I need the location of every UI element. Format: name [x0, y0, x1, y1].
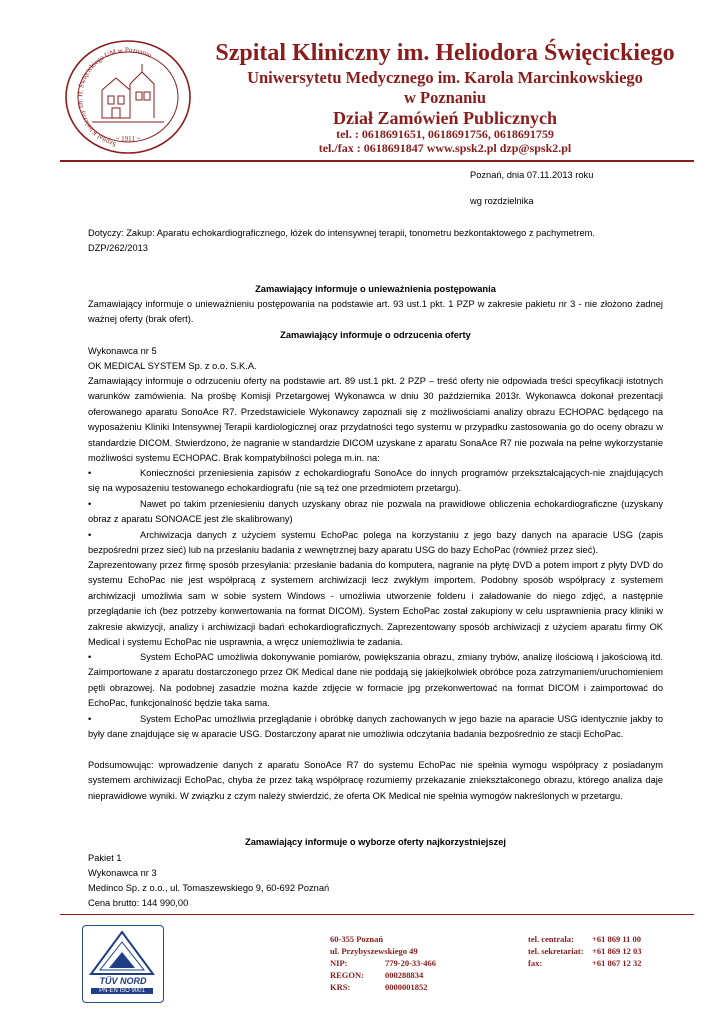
summary-text: Podsumowując: wprowadzenie danych z aparatu SonoAce R7 do systemu EchoPac nie spełnia wymogu współpracy z posiadanym systemem archiwizacji EchoPac, chyba że przez taką współpracę rozumiemy przekazanie zniekształconego obrazu, którego analiza daje nieprawidłowe wyniki. W związku z czym należy stwierdzić, że oferta OK Medical nie spełnia wymogów nakreślonych w przetargu. [88, 760, 663, 801]
bullet-symbol: • [88, 714, 92, 724]
footer-regon-label: REGON: [330, 970, 364, 980]
hospital-name: Szpital Kliniczny im. Heliodora Święcickiego [215, 40, 675, 66]
fax-web-email-line: tel./fax : 0618691847 www.spsk2.pl dzp@spsk2.pl [318, 141, 572, 155]
footer-krs-value: 0000001852 [385, 982, 428, 992]
bullet-text: Nawet po takim przeniesieniu danych uzyskany obraz nie pozwala na prawidłowe obliczenia echokardiograficzne (uzyskany obraz z aparatu SONOACE jest źle skalibrowany) [88, 499, 663, 525]
header-divider [60, 160, 694, 162]
footer-address-city: 60-355 Poznań [330, 934, 384, 944]
footer-krs-label: KRS: [330, 982, 351, 992]
subject [88, 226, 663, 257]
footer-address-street: ul. Przybyszewskiego 49 [330, 946, 418, 956]
footer-fax-value: +61 867 12 32 [592, 958, 642, 968]
case-number: DZP/262/2013 [88, 243, 148, 254]
bullet-text: Archiwizacja danych z użyciem systemu EchoPac polega na korzystaniu z jego bazy danych na aparacie USG (zapis bezpośredni przez sieć) lub na przesłaniu badania z wewnętrznej bazy aparatu USG do bazy EchoPac (również przez sieć). [88, 530, 663, 556]
package-label: Pakiet 1 [88, 853, 122, 863]
cancel-title: Zamawiający informuje o unieważnienia postępowania [255, 284, 496, 294]
choice-title: Zamawiający informuje o wyborze oferty najkorzystniejszej [245, 837, 506, 847]
winner-price: Cena brutto: 144 990,00 [88, 898, 189, 908]
winner-contractor: Medinco Sp. z o.o., ul. Tomaszewskiego 9, 60-692 Poznań [88, 883, 330, 893]
subject-line: Dotyczy: Zakup: Aparatu echokardiograficznego, łóżek do intensywnej terapii, tonometru bezkontaktowego z pachymetrem. [88, 228, 595, 238]
bullet-text: System EchoPAC umożliwia dokonywanie pomiarów, powiększania obrazu, zmiany trybów, analizę ilościową i jakościową itd. Zaimportowane z aparatu dostarczonego przez OK Medical dane nie poddają się jakiejkolwiek obróbce poza zatrzymaniem/uruchomieniem pętli obrazowej. Na podobnej zasadzie można każde zdjęcie w formacie jpg przekonwertować na format DICOM i zaimportować do EchoPac, funkcjonalność będzie taka sama. [88, 652, 663, 709]
presented-text: Zaprezentowany przez firmę sposób przesyłania: przesłanie badania do komputera, nagranie na płytę DVD a potem import z płyty DVD do systemu EchoPac nie jest współpracą z systemem archiwizacji lecz zwykłym importem. Podobny sposób współpracy z systemem archiwizacji umożliwia sam w sobie system Windows - umożliwia utworzenie folderu i załadowanie do niego zdjęć, a następnie przeglądanie ich (bez potrzeby konwertowania na format DICOM). System EchoPac został zakupiony w celu usprawnienia pracy kliniki w zakresie akwizycji, analizy i archiwizacji badań echokardiograficznych. Zaprezentowany sposób archiwizacji z użyciem aparatu firmy OK Medical i systemu EchoPac nie usprawnia, a wręcz uniemożliwia te zadania. [88, 560, 663, 648]
bullet-symbol: • [88, 468, 92, 478]
rejected-contractor-no: Wykonawca nr 5 [88, 346, 157, 356]
bullet-item [88, 466, 663, 497]
footer-regon-value: 000288834 [385, 970, 424, 980]
tuv-certificate-logo [82, 925, 164, 1003]
iso-label: PN-EN ISO 9001 [91, 988, 153, 994]
recipients: wg rozdzielnika [470, 196, 534, 206]
seal-year: ~ 1911 ~ [115, 135, 141, 143]
reject-title: Zamawiający informuje o odrzucenia oferty [280, 330, 471, 340]
department-name: Dział Zamówień Publicznych [333, 108, 557, 128]
bullet-symbol: • [88, 499, 92, 509]
bullet-item [88, 528, 663, 559]
bullet-symbol: • [88, 530, 92, 540]
footer-fax-label: fax: [528, 958, 543, 968]
bullet-text: System EchoPac umożliwia przeglądanie i obróbkę danych zachowanych w jego bazie na aparacie USG identycznie jakby to były dane znajdujące się w aparacie USG. Dostarczony aparat nie umożliwia odczytania badania bezpośrednio ze stacji EchoPac. [88, 714, 663, 740]
city-line: w Poznaniu [403, 88, 487, 107]
place-date: Poznań, dnia 07.11.2013 roku [470, 170, 594, 180]
phone-line: tel. : 0618691651, 0618691756, 0618691759 [336, 127, 554, 141]
footer-nip-label: NIP: [330, 958, 348, 968]
footer-switchboard-value: +61 869 11 00 [592, 934, 641, 944]
footer-secretariat-label: tel. sekretariat: [528, 946, 584, 956]
cancel-text: Zamawiający informuje o unieważnieniu postępowania na podstawie art. 93 ust.1 pkt. 1 PZP w zakresie pakietu nr 3 - nie złożono żadnej ważnej oferty (brak ofert). [88, 299, 663, 325]
winner-contractor-no: Wykonawca nr 3 [88, 868, 157, 878]
bullet-symbol: • [88, 652, 92, 662]
footer-nip-value: 779-20-33-466 [385, 958, 436, 968]
tuv-brand: TÜV NORD [99, 976, 147, 986]
bullet-item [88, 650, 663, 712]
seal-ring-text: Szpital Kliniczny im. H. Święcickiego UM w Poznaniu [76, 45, 153, 149]
bullet-item [88, 712, 663, 743]
university-name: Uniwersytetu Medycznego im. Karola Marcinkowskiego [247, 68, 643, 87]
tuv-triangle-icon [89, 930, 155, 976]
reject-text: Zamawiający informuje o odrzuceniu oferty na podstawie art. 89 ust.1 pkt. 2 PZP – treść oferty nie odpowiada treści specyfikacji istotnych warunków zamówienia. Na prośbę Komisji Przetargowej Wykonawca w dniu 30 października 2013r. Wykonawca dokonał prezentacji oferowanego aparatu SonoAce R7. Przedstawiciele Wykonawcy zapoznali się z możliwościami analizy obrazu ECHOPAC będącego na wyposażeniu Kliniki Intensywnej Terapii kardiologicznej oraz przydatności tego systemu w przypadku zastosowania go do oceny obrazu w standardzie DICOM. Stwierdzono, że nagranie w standardzie DICOM uzyskane z aparatu SonaAce R7 nie pozwala na pełne wykorzystanie możliwości systemu ECHOPAC. Brak kompatybilności polega m.in. na: [88, 376, 663, 464]
bullet-text: Konieczności przeniesienia zapisów z echokardiografu SonoAce do innych programów przekształcających-nie znajdujących się na wyposażeniu testowanego echokardiografu (nie są też one przedmiotem przetargu). [88, 468, 663, 494]
footer-switchboard-label: tel. centrala: [528, 934, 574, 944]
footer-secretariat-value: +61 869 12 03 [592, 946, 642, 956]
hospital-seal [62, 38, 194, 156]
footer-divider [60, 914, 694, 915]
rejected-contractor-name: OK MEDICAL SYSTEM Sp. z o.o. S.K.A. [88, 361, 257, 371]
bullet-item [88, 497, 663, 528]
